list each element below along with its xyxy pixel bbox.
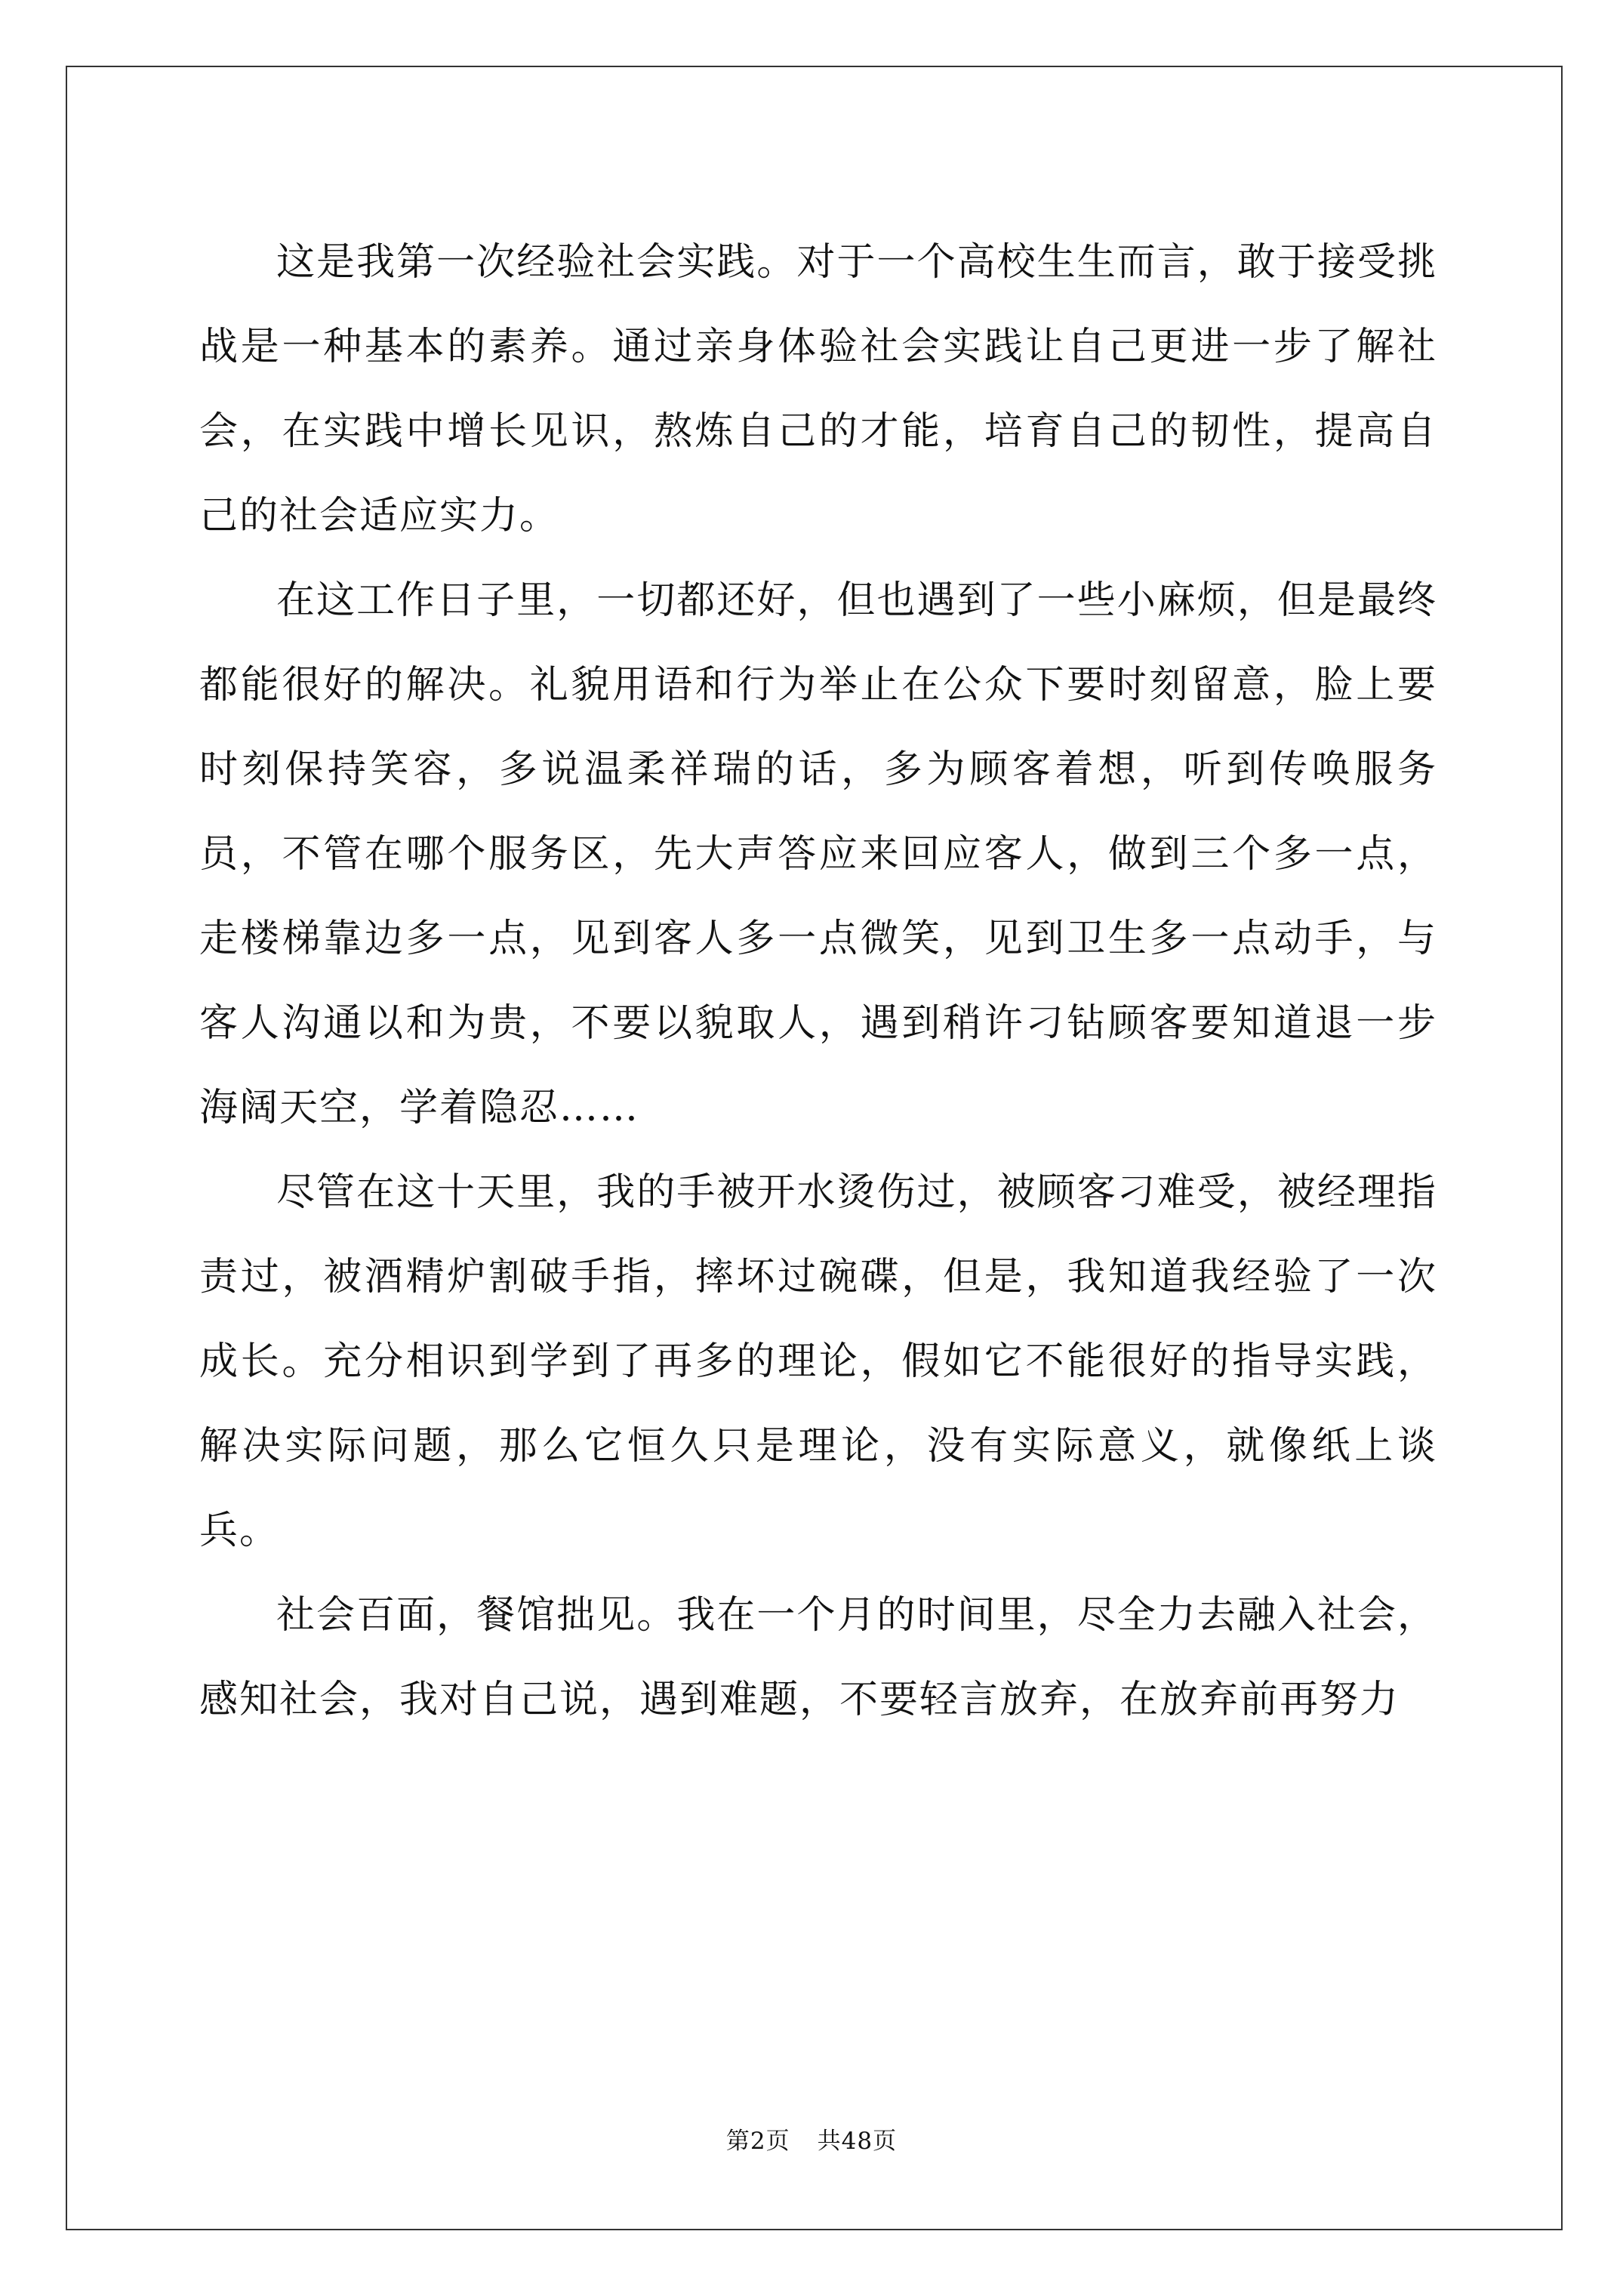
paragraph-4: 社会百面，餐馆拙见。我在一个月的时间里，尽全力去融入社会，感知社会，我对自己说，遇到难题，不要轻言放弃，在放弃前再努力 bbox=[199, 1593, 1437, 1722]
paragraph-1: 这是我第一次经验社会实践。对于一个高校生生而言，敢于接受挑战是一种基本的素养。通过亲身体验社会实践让自己更进一步了解社会，在实践中增长见识，熬炼自己的才能，培育自己的韧性，提高自己的社会适应实力。 bbox=[199, 240, 1437, 538]
page-footer bbox=[0, 2122, 1623, 2156]
page-number-current: 第2页 bbox=[725, 2128, 790, 2155]
paragraph-2: 在这工作日子里，一切都还好，但也遇到了一些小麻烦，但是最终都能很好的解决。礼貌用语和行为举止在公众下要时刻留意，脸上要时刻保持笑容，多说温柔祥瑞的话，多为顾客着想，听到传唤服务员，不管在哪个服务区，先大声答应来回应客人，做到三个多一点，走楼梯靠边多一点，见到客人多一点微笑，见到卫生多一点动手，与客人沟通以和为贵，不要以貌取人，遇到稍许刁钻顾客要知道退一步海阔天空，学着隐忍…… bbox=[199, 578, 1437, 1130]
page-number-total: 共48页 bbox=[817, 2128, 898, 2155]
document-body bbox=[199, 220, 1437, 1743]
paragraph-3: 尽管在这十天里，我的手被开水烫伤过，被顾客刁难受，被经理指责过，被酒精炉割破手指，摔坏过碗碟，但是，我知道我经验了一次成长。充分相识到学到了再多的理论，假如它不能很好的指导实践，解决实际问题，那么它恒久只是理论，没有实际意义，就像纸上谈兵。 bbox=[199, 1170, 1437, 1553]
